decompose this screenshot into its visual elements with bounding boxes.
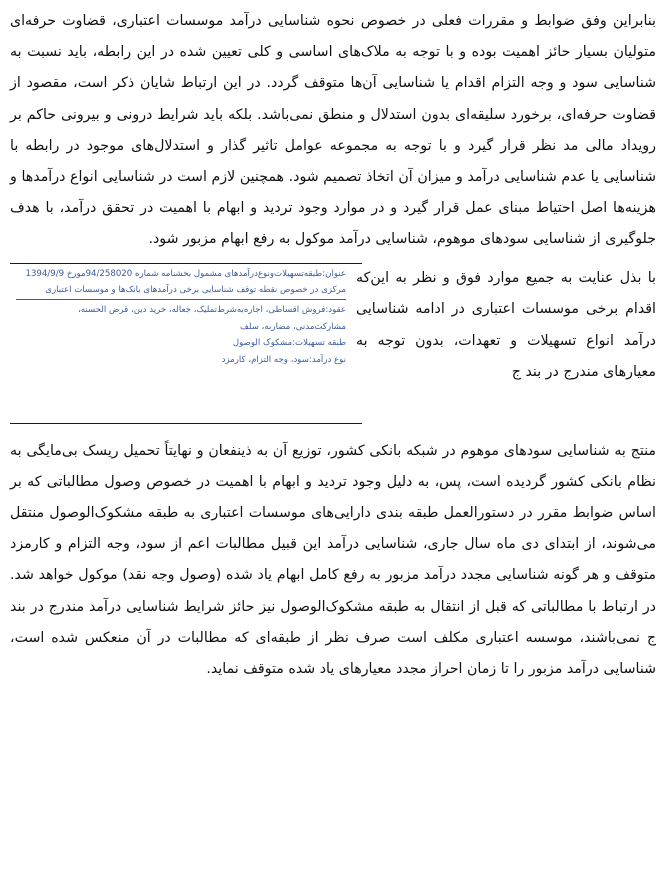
side-note-income-type: نوع درآمد:سود، وجه التزام، کارمزد [221,354,346,365]
side-note-contracts-line-2: مشارکت‌مدنی، مضاربه، سلف [239,321,346,332]
side-note-facility-class: طبقه تسهیلات:مشکوک الوصول [232,338,346,349]
paragraph-1: بنابراین وفق ضوابط و مقررات فعلی در خصوص نحوه شناسایی درآمد موسسات اعتباری، قضاوت حرفه‌ای متولیان بسیار حائز اهمیت بوده و با توجه به ملاک‌های اساسی و کلی تعیین شده در این رابطه، باید نسبت به شناسایی سود و وجه التزام اقدام یا شناسایی آن‌ها متوقف گردد. در این ارتباط شایان ذکر است، مقصود از قضاوت حرفه‌ای، برخورد سلیقه‌ای بدون استدلال و منطق نمی‌باشد. بلکه باید شرایط درونی و بیرونی حاکم بر رویداد مالی مد نظر قرار گیرد و با توجه به مجموعه عوامل تاثیر گذار و استدلال‌های موجود در رابطه با شناسایی یا عدم شناسایی درآمد و میزان آن اتخاذ تصمیم شود. همچنین لازم است در شناسایی انواع درآمدها و هزینه‌ها اصل احتیاط مبنای عمل قرار گیرد و در موارد وجود تردید و ابهام با اهمیت در تحقق درآمد، با هدف جلوگیری از شناسایی سودهای موهوم، شناسایی درآمد موکول به رفع ابهام مزبور شود. [10,13,656,248]
paragraph-2-start: با بذل عنایت به جمیع موارد فوق و نظر به این‌که اقدام برخی موسسات اعتباری در ادامه شناسایی درآمد انواع تسهیلات و تعهدات، بدون توجه به معیارهای مندرج در بند ج [356,269,656,381]
side-note-title-line-1: عنوان:طبقه‌تسهیلات‌ونوع‌درآمدهای مشمول بخشنامه شماره 94/258020مورخ 1394/9/9 [25,268,346,279]
side-note-contracts-line-1: عقود:فروش اقساطی، اجاره‌به‌شرط‌تملیک، جعاله، خرید دین، قرض الحسنه، [78,305,346,316]
side-note-title-line-2: مرکزی در خصوص نقطه توقف شناسایی برخی درآمدهای بانک‌ها و موسسات اعتباری [45,285,346,296]
side-note-divider [16,299,346,300]
paragraph-2-end: منتج به شناسایی سودهای موهوم در شبکه بانکی کشور، توزیع آن به ذینفعان و نهایتاً تحمیل ریسک بی‌مایگی به نظام بانکی کشور گردیده است، پس، به دلیل وجود تردید و ابهام با اهمیت در خصوص وصول مطالباتی که بر اساس ضوابط مقرر در دستورالعمل طبقه بندی دارایی‌های موسسات اعتباری به طبقه مشکوک‌الوصول منتقل می‌شوند، از ابتدای دی ماه سال جاری، شناسایی درآمد این قبیل مطالبات اعم از سود، وجه التزام و کارمزد متوقف و هر گونه شناسایی مجدد درآمد مزبور به رفع کامل ابهام یاد شده (وصول وجه نقد) موکول خواهد شد. در ارتباط با مطالباتی که قبل از انتقال به طبقه مشکوک‌الوصول نیز حائز شرایط شناسایی درآمد مندرج در بند ج نمی‌باشند، موسسه اعتباری مکلف است صرف نظر از طبقه‌ای که مطالبات در آن منعکس شده است، شناسایی درآمد مزبور را تا زمان احراز مجدد معیارهای یاد شده متوقف نماید. [10,442,656,678]
side-annotation-box [10,263,362,424]
paragraph-2-wrap-section [10,263,656,434]
